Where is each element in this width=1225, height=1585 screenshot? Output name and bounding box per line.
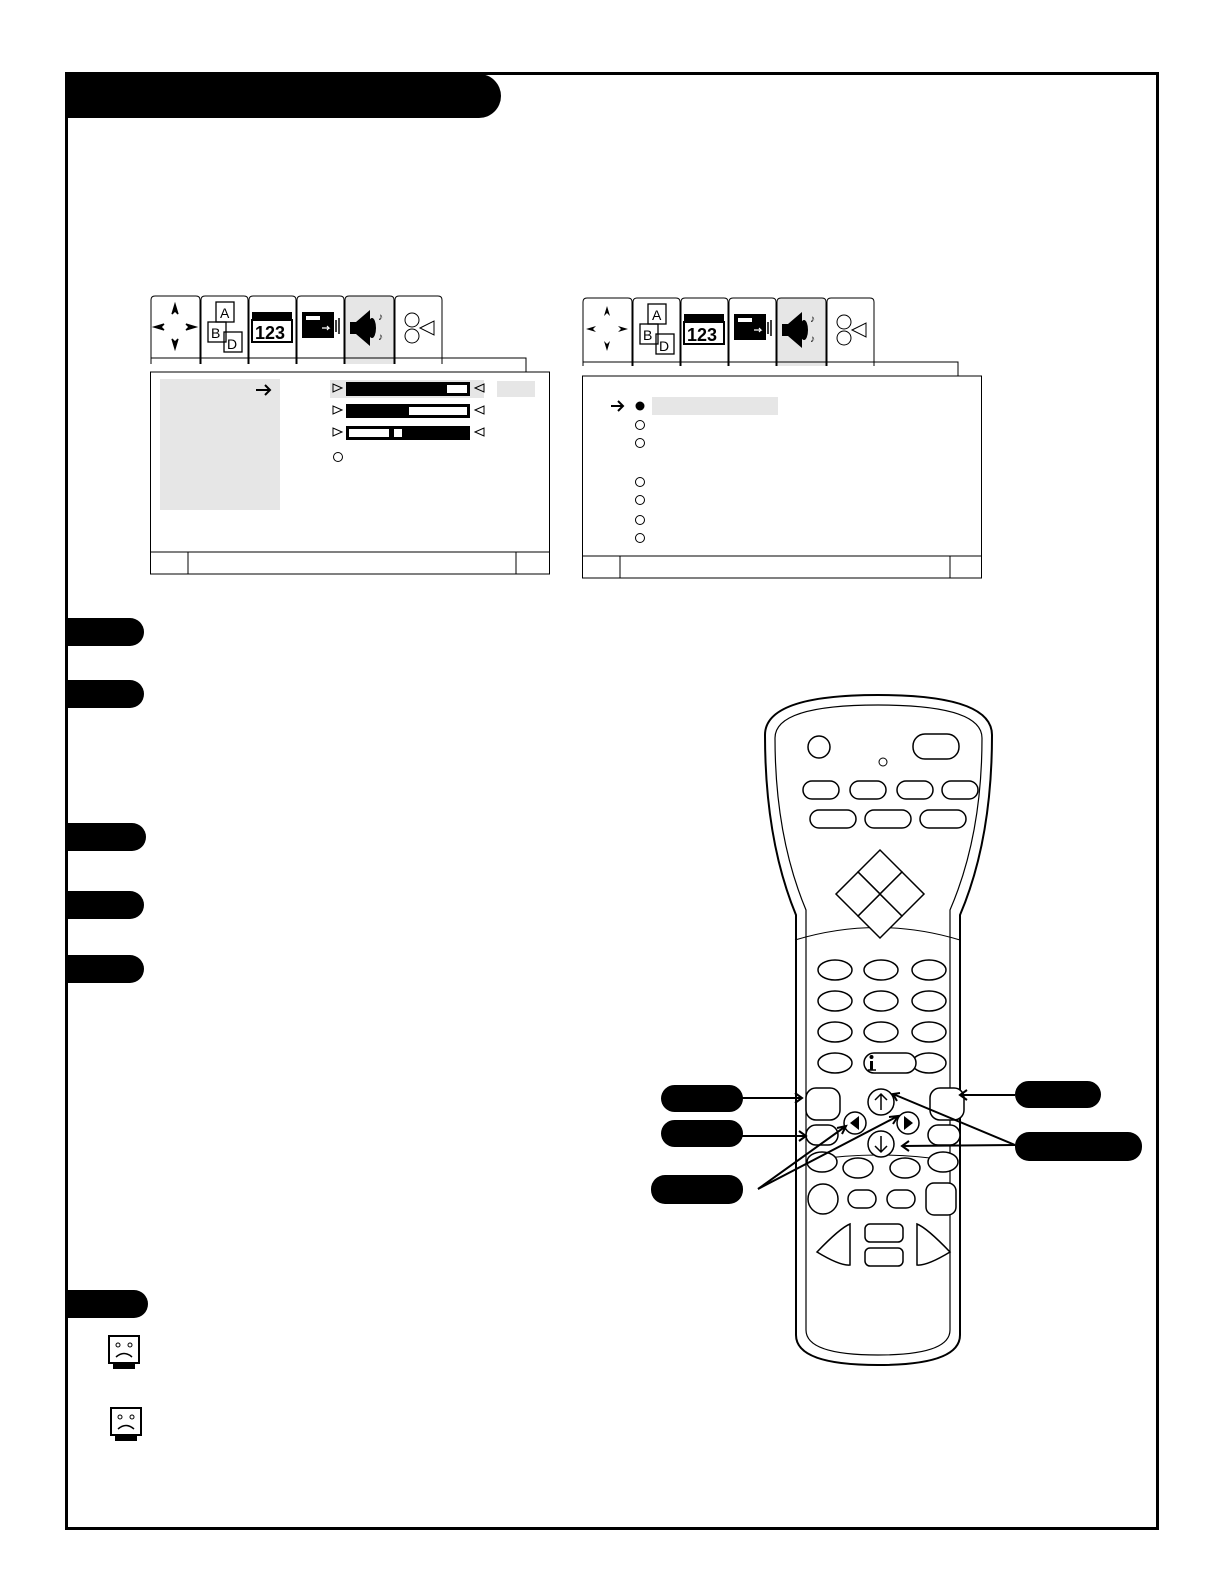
menu-tab-abc[interactable] xyxy=(633,298,680,366)
small-button[interactable] xyxy=(843,1158,873,1178)
svg-text:♪: ♪ xyxy=(378,312,383,323)
number-button[interactable] xyxy=(912,960,946,980)
mode-button[interactable] xyxy=(897,781,933,799)
svg-text:123: 123 xyxy=(255,323,286,343)
value-box xyxy=(497,381,535,397)
step-tab-1 xyxy=(68,618,144,646)
top-right-button[interactable] xyxy=(913,734,959,759)
number-button[interactable] xyxy=(818,960,852,980)
notes-tab xyxy=(68,1290,148,1318)
menu-tab-vcr[interactable] xyxy=(729,298,776,366)
menu-tab-move[interactable] xyxy=(583,298,632,366)
slider-row[interactable] xyxy=(333,382,484,396)
audio-menu-screen-right xyxy=(582,296,987,586)
step-tab-5 xyxy=(68,955,144,983)
svg-text:D: D xyxy=(659,338,670,354)
mode-button[interactable] xyxy=(850,781,886,799)
menu-tab-vcr[interactable] xyxy=(297,296,344,364)
menu-tab-move[interactable] xyxy=(151,296,200,364)
small-button[interactable] xyxy=(848,1190,876,1208)
svg-text:B: B xyxy=(643,327,653,343)
function-button[interactable] xyxy=(810,810,856,828)
balance-slider-row[interactable] xyxy=(333,426,484,440)
number-button[interactable] xyxy=(818,1053,852,1073)
svg-text:B: B xyxy=(211,325,221,341)
radio-button-selected[interactable] xyxy=(636,402,645,411)
vcr-icon xyxy=(734,314,771,340)
callout-label-right-2 xyxy=(1015,1132,1142,1161)
calendar-123-icon xyxy=(684,314,724,345)
callout-label-left-2 xyxy=(661,1120,743,1147)
function-button[interactable] xyxy=(920,810,966,828)
small-button[interactable] xyxy=(890,1158,920,1178)
small-button[interactable] xyxy=(887,1190,915,1208)
page-title-bar xyxy=(65,74,501,118)
indicator-light xyxy=(879,758,887,766)
mode-button[interactable] xyxy=(803,781,839,799)
square-button[interactable] xyxy=(926,1183,956,1215)
sad-face-icon xyxy=(106,1334,146,1374)
calendar-123-icon xyxy=(252,312,292,343)
sad-face-icon xyxy=(108,1406,148,1446)
audio-menu-screen-left xyxy=(150,294,555,580)
mode-button[interactable] xyxy=(942,781,978,799)
number-button[interactable] xyxy=(864,960,898,980)
step-tab-3 xyxy=(68,823,146,851)
menu-tab-calendar[interactable] xyxy=(249,296,296,364)
menu-tab-audio-active[interactable] xyxy=(777,298,826,366)
svg-text:D: D xyxy=(227,336,238,352)
number-button[interactable] xyxy=(912,991,946,1011)
number-button[interactable] xyxy=(912,1053,946,1073)
number-button[interactable] xyxy=(818,991,852,1011)
menu-button[interactable] xyxy=(806,1088,840,1120)
round-button[interactable] xyxy=(808,1184,838,1214)
step-tab-2 xyxy=(68,680,144,708)
menu-tab-calendar[interactable] xyxy=(681,298,728,366)
power-button[interactable] xyxy=(808,736,830,758)
function-button[interactable] xyxy=(865,810,911,828)
exit-button[interactable] xyxy=(930,1088,964,1120)
small-button[interactable] xyxy=(928,1152,958,1172)
number-button[interactable] xyxy=(864,1022,898,1042)
number-button[interactable] xyxy=(818,1022,852,1042)
number-button[interactable] xyxy=(912,1022,946,1042)
callout-label-right-1 xyxy=(1015,1081,1101,1108)
callout-label-left-3 xyxy=(651,1175,743,1204)
svg-text:A: A xyxy=(652,307,662,323)
menu-tab-abc[interactable] xyxy=(201,296,248,364)
step-tab-4 xyxy=(68,891,144,919)
highlighted-option[interactable] xyxy=(652,397,778,415)
svg-text:123: 123 xyxy=(687,325,718,345)
svg-text:♪: ♪ xyxy=(810,314,815,325)
menu-tab-reel[interactable] xyxy=(395,296,442,364)
svg-text:♪: ♪ xyxy=(378,332,383,343)
play-button[interactable] xyxy=(865,1224,903,1242)
slider-row[interactable] xyxy=(333,404,484,418)
menu-tab-reel[interactable] xyxy=(827,298,874,366)
svg-text:A: A xyxy=(220,305,230,321)
callout-label-left-1 xyxy=(661,1085,743,1112)
vcr-icon xyxy=(302,312,339,338)
svg-text:♪: ♪ xyxy=(810,334,815,345)
side-button[interactable] xyxy=(928,1125,960,1145)
stop-button[interactable] xyxy=(865,1248,903,1266)
menu-tab-audio-active[interactable] xyxy=(345,296,394,364)
menu-item-list xyxy=(160,379,280,510)
remote-control-illustration xyxy=(640,690,1140,1370)
number-button[interactable] xyxy=(864,991,898,1011)
